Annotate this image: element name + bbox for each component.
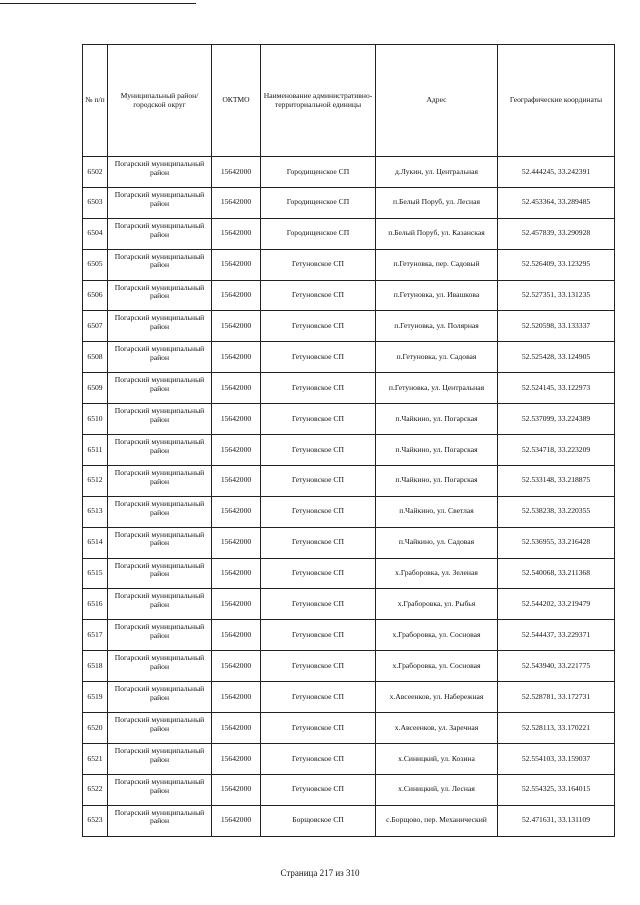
cell-rayon: Погарский муниципальный район (108, 620, 212, 651)
cell-address: п.Белый Поруб, ул. Лесная (376, 187, 498, 218)
cell-coords: 52.471631, 33.131109 (498, 805, 615, 836)
cell-oktmo: 15642000 (212, 558, 261, 589)
cell-num: 6516 (83, 589, 108, 620)
cell-rayon: Погарский муниципальный район (108, 682, 212, 713)
cell-coords: 52.537099, 33.224389 (498, 404, 615, 435)
cell-oktmo: 15642000 (212, 342, 261, 373)
cell-oktmo: 15642000 (212, 311, 261, 342)
cell-coords: 52.540068, 33.211368 (498, 558, 615, 589)
cell-coords: 52.554325, 33.164015 (498, 774, 615, 805)
table-row (83, 280, 615, 311)
table-row (83, 249, 615, 280)
cell-oktmo: 15642000 (212, 187, 261, 218)
table-row (83, 651, 615, 682)
cell-rayon: Погарский муниципальный район (108, 311, 212, 342)
cell-unit: Борщовское СП (261, 805, 376, 836)
cell-address: п.Чайкино, ул. Садовая (376, 527, 498, 558)
table-row (83, 373, 615, 404)
cell-coords: 52.543940, 33.221775 (498, 651, 615, 682)
cell-coords: 52.453364, 33.289485 (498, 187, 615, 218)
cell-unit: Гетуновское СП (261, 496, 376, 527)
cell-oktmo: 15642000 (212, 713, 261, 744)
cell-unit: Гетуновское СП (261, 465, 376, 496)
cell-unit: Гетуновское СП (261, 373, 376, 404)
table-header-row (83, 45, 615, 157)
cell-address: х.Авсеенков, ул. Заречная (376, 713, 498, 744)
cell-oktmo: 15642000 (212, 651, 261, 682)
cell-unit: Гетуновское СП (261, 342, 376, 373)
cell-rayon: Погарский муниципальный район (108, 496, 212, 527)
cell-unit: Гетуновское СП (261, 682, 376, 713)
cell-address: х.Синицкий, ул. Козина (376, 743, 498, 774)
cell-rayon: Погарский муниципальный район (108, 743, 212, 774)
cell-address: х.Граборовка, ул. Сосновая (376, 620, 498, 651)
cell-rayon: Погарский муниципальный район (108, 404, 212, 435)
cell-coords: 52.444245, 33.242391 (498, 157, 615, 188)
table-row (83, 589, 615, 620)
cell-rayon: Погарский муниципальный район (108, 713, 212, 744)
cell-rayon: Погарский муниципальный район (108, 373, 212, 404)
cell-oktmo: 15642000 (212, 373, 261, 404)
cell-oktmo: 15642000 (212, 682, 261, 713)
cell-oktmo: 15642000 (212, 435, 261, 466)
cell-rayon: Погарский муниципальный район (108, 651, 212, 682)
cell-coords: 52.544437, 33.229371 (498, 620, 615, 651)
table-row (83, 218, 615, 249)
table-row (83, 404, 615, 435)
cell-coords: 52.534718, 33.223209 (498, 435, 615, 466)
cell-address: п.Белый Поруб, ул. Казанская (376, 218, 498, 249)
cell-coords: 52.527351, 33.131235 (498, 280, 615, 311)
cell-num: 6508 (83, 342, 108, 373)
cell-num: 6510 (83, 404, 108, 435)
table-row (83, 157, 615, 188)
header-rayon: Муниципальный район/городской округ (108, 45, 212, 157)
cell-num: 6512 (83, 465, 108, 496)
cell-oktmo: 15642000 (212, 496, 261, 527)
table-row (83, 527, 615, 558)
table-row (83, 682, 615, 713)
cell-num: 6523 (83, 805, 108, 836)
cell-coords: 52.526409, 33.123295 (498, 249, 615, 280)
cell-coords: 52.525428, 33.124905 (498, 342, 615, 373)
cell-num: 6505 (83, 249, 108, 280)
table-row (83, 342, 615, 373)
cell-oktmo: 15642000 (212, 527, 261, 558)
cell-num: 6515 (83, 558, 108, 589)
cell-address: с.Борщово, пер. Механический (376, 805, 498, 836)
cell-coords: 52.536955, 33.216428 (498, 527, 615, 558)
cell-unit: Гетуновское СП (261, 589, 376, 620)
registry-table (82, 44, 615, 837)
table-body (83, 157, 615, 837)
cell-unit: Городищенское СП (261, 218, 376, 249)
cell-address: п.Гетуновка, ул. Садовая (376, 342, 498, 373)
cell-rayon: Погарский муниципальный район (108, 157, 212, 188)
cell-coords: 52.528113, 33.170221 (498, 713, 615, 744)
cell-rayon: Погарский муниципальный район (108, 465, 212, 496)
cell-rayon: Погарский муниципальный район (108, 342, 212, 373)
cell-num: 6518 (83, 651, 108, 682)
cell-oktmo: 15642000 (212, 157, 261, 188)
header-num: № п/п (83, 45, 108, 157)
cell-unit: Гетуновское СП (261, 280, 376, 311)
cell-num: 6502 (83, 157, 108, 188)
table-row (83, 743, 615, 774)
cell-oktmo: 15642000 (212, 404, 261, 435)
cell-rayon: Погарский муниципальный район (108, 280, 212, 311)
header-coords: Географические координаты (498, 45, 615, 157)
cell-address: х.Синицкий, ул. Лесная (376, 774, 498, 805)
cell-rayon: Погарский муниципальный район (108, 187, 212, 218)
cell-num: 6509 (83, 373, 108, 404)
cell-address: п.Гетуновка, пер. Садовый (376, 249, 498, 280)
header-address: Адрес (376, 45, 498, 157)
cell-oktmo: 15642000 (212, 743, 261, 774)
cell-unit: Гетуновское СП (261, 527, 376, 558)
cell-address: х.Граборовка, ул. Зеленая (376, 558, 498, 589)
cell-unit: Гетуновское СП (261, 774, 376, 805)
cell-address: п.Чайкино, ул. Погарская (376, 404, 498, 435)
cell-num: 6514 (83, 527, 108, 558)
cell-address: п.Гетуновка, ул. Ивашкова (376, 280, 498, 311)
table-row (83, 496, 615, 527)
cell-coords: 52.524145, 33.122973 (498, 373, 615, 404)
cell-rayon: Погарский муниципальный район (108, 589, 212, 620)
cell-oktmo: 15642000 (212, 774, 261, 805)
cell-num: 6522 (83, 774, 108, 805)
cell-unit: Гетуновское СП (261, 620, 376, 651)
cell-rayon: Погарский муниципальный район (108, 218, 212, 249)
cell-unit: Гетуновское СП (261, 404, 376, 435)
cell-num: 6504 (83, 218, 108, 249)
cell-unit: Гетуновское СП (261, 311, 376, 342)
cell-unit: Гетуновское СП (261, 558, 376, 589)
cell-unit: Гетуновское СП (261, 743, 376, 774)
cell-address: п.Чайкино, ул. Погарская (376, 465, 498, 496)
cell-oktmo: 15642000 (212, 620, 261, 651)
cell-num: 6511 (83, 435, 108, 466)
cell-address: п.Чайкино, ул. Светлая (376, 496, 498, 527)
cell-unit: Городищенское СП (261, 157, 376, 188)
cell-coords: 52.528781, 33.172731 (498, 682, 615, 713)
cell-coords: 52.544202, 33.219479 (498, 589, 615, 620)
cell-unit: Гетуновское СП (261, 651, 376, 682)
cell-num: 6507 (83, 311, 108, 342)
cell-unit: Гетуновское СП (261, 435, 376, 466)
cell-num: 6503 (83, 187, 108, 218)
cell-address: д.Лукин, ул. Центральная (376, 157, 498, 188)
table-row (83, 774, 615, 805)
cell-oktmo: 15642000 (212, 218, 261, 249)
cell-oktmo: 15642000 (212, 249, 261, 280)
cell-oktmo: 15642000 (212, 589, 261, 620)
cell-address: х.Граборовка, ул. Сосновая (376, 651, 498, 682)
table-row (83, 187, 615, 218)
page-number: Страница 217 из 310 (280, 868, 360, 878)
cell-num: 6517 (83, 620, 108, 651)
header-oktmo: ОКТМО (212, 45, 261, 157)
cell-rayon: Погарский муниципальный район (108, 249, 212, 280)
cell-rayon: Погарский муниципальный район (108, 435, 212, 466)
cell-unit: Городищенское СП (261, 187, 376, 218)
cell-address: х.Граборовка, ул. Рыбья (376, 589, 498, 620)
table-row (83, 558, 615, 589)
cell-rayon: Погарский муниципальный район (108, 774, 212, 805)
cell-coords: 52.538238, 33.220355 (498, 496, 615, 527)
cell-rayon: Погарский муниципальный район (108, 805, 212, 836)
cell-unit: Гетуновское СП (261, 713, 376, 744)
cell-oktmo: 15642000 (212, 280, 261, 311)
table-row (83, 620, 615, 651)
header-unit: Наименование административно-территориальной единицы (261, 45, 376, 157)
cell-coords: 52.457839, 33.290928 (498, 218, 615, 249)
cell-coords: 52.520598, 33.133337 (498, 311, 615, 342)
cell-address: х.Авсеенков, ул. Набережная (376, 682, 498, 713)
cell-coords: 52.533148, 33.218875 (498, 465, 615, 496)
table-row (83, 713, 615, 744)
table-row (83, 465, 615, 496)
table-row (83, 311, 615, 342)
top-rule (0, 3, 196, 4)
cell-oktmo: 15642000 (212, 805, 261, 836)
cell-num: 6513 (83, 496, 108, 527)
cell-unit: Гетуновское СП (261, 249, 376, 280)
cell-num: 6519 (83, 682, 108, 713)
table-row (83, 435, 615, 466)
cell-address: п.Гетуновка, ул. Полярная (376, 311, 498, 342)
cell-address: п.Гетуновка, ул. Центральная (376, 373, 498, 404)
cell-coords: 52.554103, 33.159037 (498, 743, 615, 774)
cell-address: п.Чайкино, ул. Погарская (376, 435, 498, 466)
table-row (83, 805, 615, 836)
cell-num: 6520 (83, 713, 108, 744)
cell-rayon: Погарский муниципальный район (108, 527, 212, 558)
cell-num: 6506 (83, 280, 108, 311)
cell-rayon: Погарский муниципальный район (108, 558, 212, 589)
cell-oktmo: 15642000 (212, 465, 261, 496)
cell-num: 6521 (83, 743, 108, 774)
